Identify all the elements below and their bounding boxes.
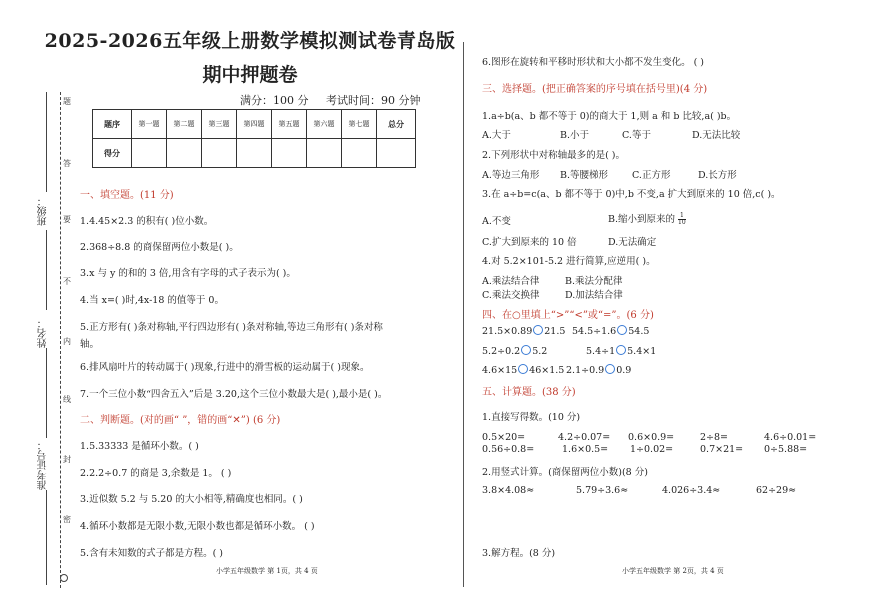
class-label: 班级： [38, 196, 49, 226]
question-item: 7.一个三位小数“四舍五入”后是 3.20,这个三位小数最大是( ),最小是( )。 [80, 389, 388, 400]
option: A.大于 [482, 130, 511, 141]
exam-time: 考试时间：90 分钟 [326, 94, 421, 107]
compare-left: 2.1÷0.9 [566, 365, 605, 376]
option: A.不变 [482, 216, 511, 227]
seal-char: 不 [63, 277, 71, 286]
score-info [240, 92, 435, 108]
compare-item [482, 364, 564, 376]
table-head-score: 得分 [93, 139, 132, 168]
question-item: 1.5.33333 是循环小数。( ) [80, 441, 199, 452]
question-item-cont: 轴。 [80, 339, 100, 350]
score-cell[interactable] [202, 139, 237, 168]
calc-item: 4.026÷3.4≈ [662, 485, 721, 496]
question-item: 3.x 与 y 的和的 3 倍,用含有字母的式子表示为( )。 [80, 268, 296, 279]
compare-left: 5.2÷0.2 [482, 346, 521, 357]
compare-right: 5.2 [532, 346, 548, 357]
fraction [678, 213, 686, 226]
option: D.长方形 [698, 170, 737, 181]
option: B.乘法分配律 [565, 276, 623, 287]
calc-item: 0÷5.88= [764, 444, 808, 455]
calc-item: 62÷29≈ [756, 485, 797, 496]
fraction-numerator: 1 [679, 212, 684, 219]
calc-heading: 1.直接写得数。(10 分) [482, 412, 581, 423]
score-cell[interactable] [342, 139, 377, 168]
table-col: 第三题 [202, 110, 237, 139]
calc-item: 5.79÷3.6≈ [576, 485, 629, 496]
score-cell[interactable] [307, 139, 342, 168]
score-cell[interactable] [272, 139, 307, 168]
compare-circle[interactable] [616, 345, 626, 355]
exam-title: 2025-2026五年级上册数学模拟测试卷青岛版 [44, 30, 456, 52]
name-label: 姓名： [38, 318, 49, 348]
question-item: 1.4.45×2.3 的积有( )位小数。 [80, 216, 214, 227]
question-item: 2.2.2÷0.7 的商是 3,余数是 1。 ( ) [80, 468, 232, 479]
calc-item: 0.56÷0.8= [482, 444, 535, 455]
table-col: 第四题 [237, 110, 272, 139]
question-item: 4.当 x=( )时,4x-18 的值等于 0。 [80, 295, 224, 306]
page-footer-right: 小学五年级数学 第 2页，共 4 页 [622, 567, 724, 575]
question-item: 5.正方形有( )条对称轴,平行四边形有( )条对称轴,等边三角形有( )条对称 [80, 322, 383, 333]
compare-item [572, 325, 649, 337]
id-label: 准考证号： [38, 440, 49, 490]
compare-item [566, 364, 631, 376]
question-item: 6.图形在旋转和平移时形状和大小都不发生变化。 ( ) [482, 57, 705, 68]
class-line [46, 92, 47, 192]
compare-right: 0.9 [616, 365, 632, 376]
section-calc: 五、计算题。(38 分) [482, 387, 576, 398]
compare-item [586, 345, 656, 357]
question-item: 5.含有未知数的式子都是方程。( ) [80, 548, 223, 559]
score-cell[interactable] [377, 139, 416, 168]
table-row [93, 139, 416, 168]
binding-hole [60, 574, 68, 582]
score-cell[interactable] [237, 139, 272, 168]
compare-left: 54.5÷1.6 [572, 326, 617, 337]
option: D.无法确定 [608, 237, 657, 248]
compare-right: 21.5 [544, 326, 566, 337]
option [608, 211, 686, 226]
option: B.等腰梯形 [560, 170, 609, 181]
seal-char: 要 [63, 215, 71, 224]
score-cell[interactable] [132, 139, 167, 168]
table-row [93, 110, 416, 139]
section-true-false: 二、判断题。(对的画“ ”，错的画“✕”) (6 分) [80, 415, 281, 426]
table-col: 第二题 [167, 110, 202, 139]
score-cell[interactable] [167, 139, 202, 168]
question-item: 4.循环小数都是无限小数,无限小数也都是循环小数。 ( ) [80, 521, 315, 532]
column-divider [463, 42, 464, 587]
section-choice: 三、选择题。(把正确答案的序号填在括号里)(4 分) [482, 84, 708, 95]
calc-item: 1.6×0.5= [562, 444, 609, 455]
compare-right: 54.5 [628, 326, 650, 337]
seal-char: 内 [63, 337, 71, 346]
option: C.正方形 [632, 170, 671, 181]
compare-left: 4.6×15 [482, 365, 518, 376]
compare-left: 5.4÷1 [586, 346, 616, 357]
calc-item: 0.6×0.9= [628, 432, 675, 443]
score-table [92, 109, 416, 168]
option: C.乘法交换律 [482, 290, 540, 301]
question-item: 2.下列形状中对称轴最多的是( )。 [482, 150, 625, 161]
calc-item: 4.6÷0.01= [764, 432, 817, 443]
seal-dashed-line [60, 92, 61, 588]
option: C.扩大到原来的 10 倍 [482, 237, 577, 248]
compare-item [482, 325, 565, 337]
question-item: 1.a÷b(a、b 都不等于 0)的商大于 1,则 a 和 b 比较,a( )b。 [482, 111, 737, 122]
calc-item: 3.8×4.08≈ [482, 485, 535, 496]
table-head-order: 题序 [93, 110, 132, 139]
calc-item: 1÷0.02= [630, 444, 674, 455]
calc-item: 0.7×21= [700, 444, 744, 455]
seal-char: 线 [63, 395, 71, 404]
id-line-top [46, 348, 47, 438]
option: D.加法结合律 [565, 290, 623, 301]
section-compare: 四、在○里填上“>”“<”或“=”。(6 分) [482, 310, 654, 321]
fraction-denominator: 10 [678, 219, 686, 226]
compare-circle[interactable] [518, 364, 528, 374]
compare-right: 5.4×1 [627, 346, 657, 357]
question-item: 6.排风扇叶片的转动属于( )现象,行进中的滑雪板的运动属于( )现象。 [80, 362, 370, 373]
question-item: 2.368÷8.8 的商保留两位小数是( )。 [80, 242, 239, 253]
option: B.小于 [560, 130, 590, 141]
seal-char: 密 [63, 515, 71, 524]
option: D.无法比较 [692, 130, 741, 141]
table-col: 第六题 [307, 110, 342, 139]
page-footer-left: 小学五年级数学 第 1页，共 4 页 [216, 567, 318, 575]
table-col: 第一题 [132, 110, 167, 139]
compare-circle[interactable] [617, 325, 627, 335]
question-item: 4.对 5.2×101-5.2 进行简算,应逆用( )。 [482, 256, 656, 267]
calc-item: 0.5×20= [482, 432, 526, 443]
seal-char: 题 [63, 97, 71, 106]
table-total-head: 总分 [377, 110, 416, 139]
calc-heading: 3.解方程。(8 分) [482, 548, 556, 559]
section-fill-blank: 一、填空题。(11 分) [80, 190, 174, 201]
table-col: 第五题 [272, 110, 307, 139]
compare-item [482, 345, 547, 357]
option-text: B.缩小到原来的 [608, 214, 676, 225]
seal-char: 答 [63, 159, 71, 168]
question-item: 3.近似数 5.2 与 5.20 的大小相等,精确度也相同。( ) [80, 494, 303, 505]
calc-heading: 2.用竖式计算。(商保留两位小数)(8 分) [482, 467, 648, 478]
id-line-bottom [46, 490, 47, 585]
calc-item: 4.2÷0.07= [558, 432, 611, 443]
compare-left: 21.5×0.89 [482, 326, 533, 337]
compare-right: 46×1.5 [529, 365, 565, 376]
calc-item: 2÷8= [700, 432, 729, 443]
name-line-top [46, 230, 47, 310]
exam-subtitle: 期中押题卷 [202, 64, 298, 86]
seal-char: 封 [63, 455, 71, 464]
compare-circle[interactable] [605, 364, 615, 374]
compare-circle[interactable] [533, 325, 543, 335]
option: C.等于 [622, 130, 651, 141]
table-col: 第七题 [342, 110, 377, 139]
option: A.乘法结合律 [482, 276, 540, 287]
full-score: 满分：100 分 [240, 94, 309, 107]
question-item: 3.在 a÷b=c(a、b 都不等于 0)中,b 不变,a 扩大到原来的 10 倍,c( )。 [482, 189, 781, 200]
option: A.等边三角形 [482, 170, 540, 181]
compare-circle[interactable] [521, 345, 531, 355]
